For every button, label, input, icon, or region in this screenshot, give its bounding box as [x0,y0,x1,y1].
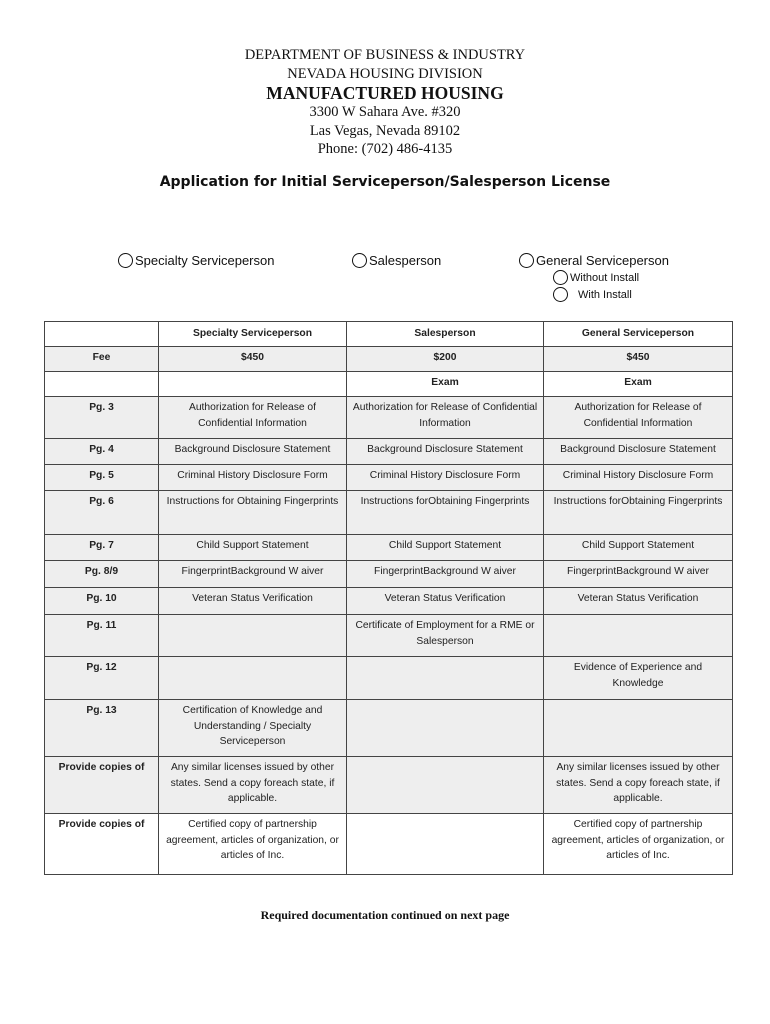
table-cell: Criminal History Disclosure Form [544,465,733,491]
row-label: Pg. 4 [45,439,159,465]
row-label: Pg. 7 [45,535,159,561]
option-without-install[interactable] [553,270,639,285]
table-row [45,535,733,561]
table-cell: Certification of Knowledge and Understanding / Specialty Serviceperson [159,700,347,757]
table-cell [347,700,544,757]
department-name: DEPARTMENT OF BUSINESS & INDUSTRY [244,47,526,63]
table-row [45,700,733,757]
row-label: Pg. 3 [45,397,159,439]
table-cell: $450 [159,347,347,372]
option-specialty-serviceperson[interactable] [118,253,274,268]
radio-button-icon[interactable] [553,287,568,302]
table-cell [544,615,733,657]
table-cell: Child Support Statement [159,535,347,561]
table-cell: Background Disclosure Statement [347,439,544,465]
table-cell [347,814,544,875]
address-line-1: 3300 W Sahara Ave. #320 [309,104,461,120]
table-cell: Child Support Statement [347,535,544,561]
letterhead [0,46,770,159]
table-row [45,372,733,397]
option-label: With Install [578,288,632,301]
table-row [45,561,733,588]
table-cell: Any similar licenses issued by other states. Send a copy foreach state, if applicable. [544,757,733,814]
table-cell: Background Disclosure Statement [544,439,733,465]
table-cell: Certified copy of partnership agreement, articles of organization, or articles of Inc. [544,814,733,875]
row-label: Pg. 12 [45,657,159,700]
continuation-note: Required documentation continued on next page [260,908,510,922]
table-cell: Veteran Status Verification [159,588,347,615]
table-cell: FingerprintBackground W aiver [347,561,544,588]
option-salesperson[interactable] [352,253,441,268]
row-label: Pg. 5 [45,465,159,491]
row-label: Pg. 11 [45,615,159,657]
division-name: NEVADA HOUSING DIVISION [287,65,483,82]
header-cell: Salesperson [347,322,544,347]
radio-button-icon[interactable] [118,253,133,268]
table-cell [347,757,544,814]
table-cell: Exam [347,372,544,397]
table-cell: $450 [544,347,733,372]
row-label: Provide copies of [45,814,159,875]
option-label: Without Install [570,271,640,284]
table-cell [544,700,733,757]
table-cell: Veteran Status Verification [544,588,733,615]
table-cell: Authorization for Release of Confidential Information [347,397,544,439]
table-row [45,588,733,615]
table-row [45,757,733,814]
table-cell: $200 [347,347,544,372]
address-line-2: Las Vegas, Nevada 89102 [309,122,461,139]
table-cell: Background Disclosure Statement [159,439,347,465]
table-cell [159,615,347,657]
row-label: Pg. 6 [45,491,159,535]
table-cell: Instructions for Obtaining Fingerprints [159,491,347,535]
table-cell [159,372,347,397]
table-cell: FingerprintBackground W aiver [544,561,733,588]
row-label: Pg. 10 [45,588,159,615]
table-row [45,657,733,700]
header-cell: General Serviceperson [544,322,733,347]
radio-button-icon[interactable] [352,253,367,268]
table-row [45,347,733,372]
option-label: General Serviceperson [536,253,669,268]
table-cell: Instructions forObtaining Fingerprints [544,491,733,535]
table-cell: Veteran Status Verification [347,588,544,615]
table-cell: Child Support Statement [544,535,733,561]
table-cell: FingerprintBackground W aiver [159,561,347,588]
table-cell: Instructions forObtaining Fingerprints [347,491,544,535]
table-cell: Certificate of Employment for a RME or Salesperson [347,615,544,657]
table-cell: Authorization for Release of Confidential Information [544,397,733,439]
row-label: Pg. 8/9 [45,561,159,588]
requirements-table [44,321,733,875]
option-with-install[interactable] [553,287,632,302]
table-cell: Certified copy of partnership agreement, articles of organization, or articles of Inc. [159,814,347,875]
table-row [45,397,733,439]
option-label: Specialty Serviceperson [135,253,275,268]
option-label: Salesperson [369,253,442,268]
table-row [45,491,733,535]
table-cell: Evidence of Experience and Knowledge [544,657,733,700]
phone-number: Phone: (702) 486-4135 [317,141,453,157]
table-cell: Criminal History Disclosure Form [347,465,544,491]
row-label: Provide copies of [45,757,159,814]
row-label: Fee [45,347,159,372]
page-title: Application for Initial Serviceperson/Salesperson License [159,174,611,190]
table-cell: Any similar licenses issued by other states. Send a copy foreach state, if applicable. [159,757,347,814]
program-name: MANUFACTURED HOUSING [266,83,504,103]
radio-button-icon[interactable] [519,253,534,268]
table-row [45,814,733,875]
table-cell [159,657,347,700]
header-cell: Specialty Serviceperson [159,322,347,347]
table-cell: Criminal History Disclosure Form [159,465,347,491]
table-cell [347,657,544,700]
table-header-row [45,322,733,347]
table-row [45,615,733,657]
option-general-serviceperson[interactable] [519,253,669,268]
table-row [45,439,733,465]
header-cell [45,322,159,347]
row-label [45,372,159,397]
radio-button-icon[interactable] [553,270,568,285]
table-row [45,465,733,491]
table-cell: Exam [544,372,733,397]
row-label: Pg. 13 [45,700,159,757]
table-cell: Authorization for Release of Confidential Information [159,397,347,439]
